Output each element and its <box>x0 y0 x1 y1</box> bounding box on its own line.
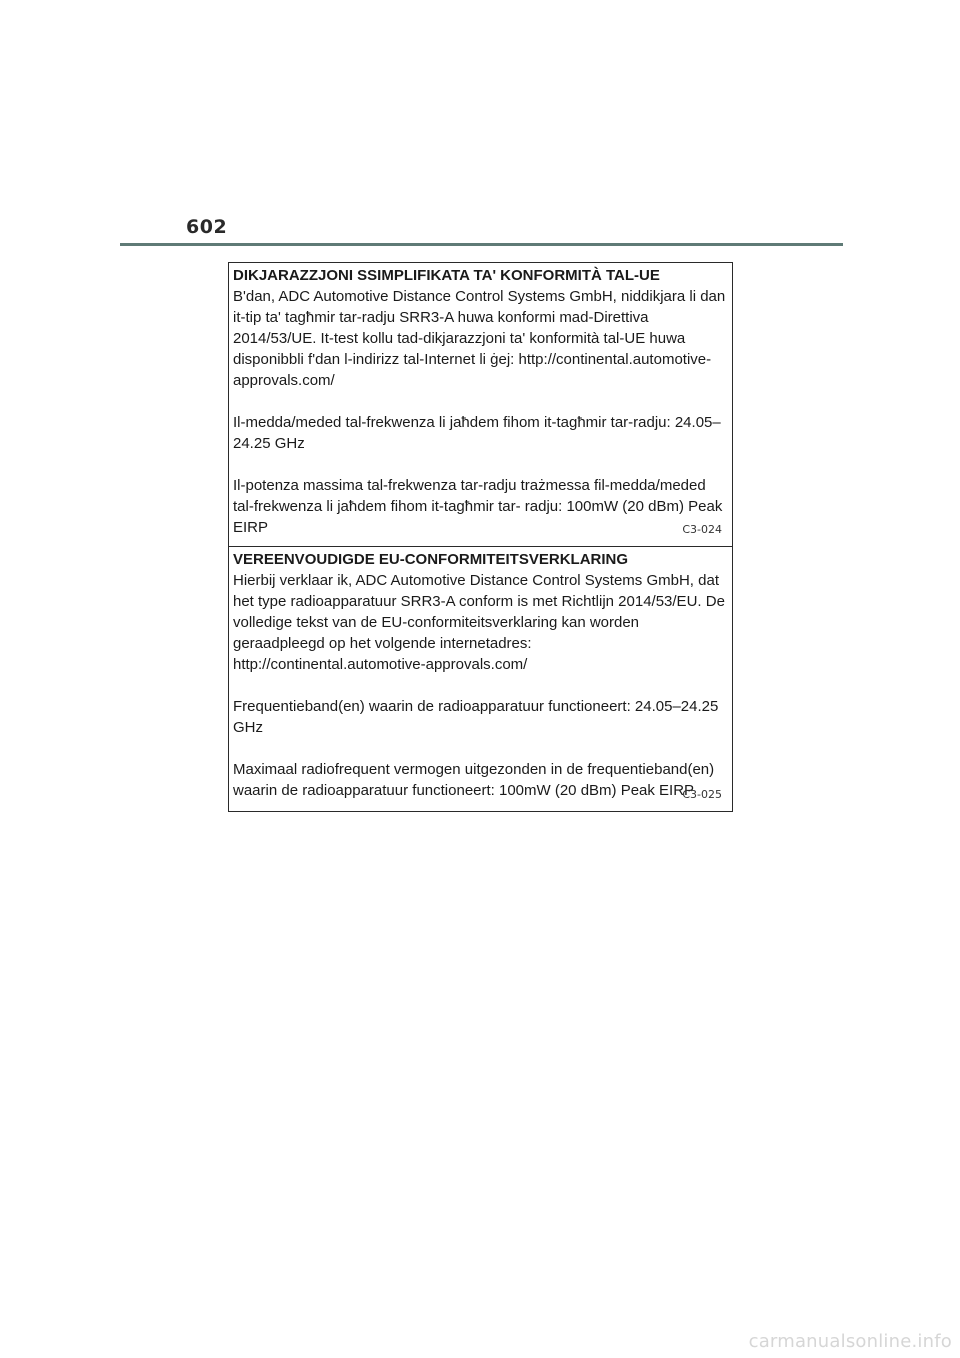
declaration-section-dutch <box>229 547 732 811</box>
section-title: DIKJARAZZJONI SSIMPLIFIKATA TA' KONFORMITÀ TAL-UE <box>233 267 660 284</box>
page-number: 602 <box>186 216 228 238</box>
declaration-section-maltese <box>229 263 732 547</box>
site-watermark: carmanualsonline.info <box>748 1331 952 1352</box>
figure-code: C3-025 <box>682 788 722 801</box>
section-paragraph: Frequentieband(en) waarin de radioapparatuur functioneert: 24.05–24.25 GHz <box>233 698 719 736</box>
conformity-declarations-box <box>228 262 733 812</box>
section-paragraph: B'dan, ADC Automotive Distance Control Systems GmbH, niddikjara li dan it-tip ta' tagħmir tar-radju SRR3-A huwa konformi mad-Direttiva 2014/53/UE. It-test kollu tad-dikjarazzjoni ta' konformità tal-UE huwa disponibbli f'dan l-indirizz tal-Internet li ġej: http://continental.automotive-approvals.com/ <box>233 288 726 389</box>
section-title: VEREENVOUDIGDE EU-CONFORMITEITSVERKLARING <box>233 551 629 568</box>
header-rule <box>120 243 843 246</box>
section-paragraph: Hierbij verklaar ik, ADC Automotive Distance Control Systems GmbH, dat het type radioapparatuur SRR3-A conform is met Richtlijn 2014/53/EU. De volledige tekst van de EU-conformiteitsverklaring kan worden geraadpleegd op het volgende internetadres: http://continental.automotive-approvals.com/ <box>233 572 725 673</box>
section-paragraph: Il-medda/meded tal-frekwenza li jaħdem fihom it-tagħmir tar-radju: 24.05–24.25 GHz <box>233 414 721 452</box>
section-paragraph: Il-potenza massima tal-frekwenza tar-radju trażmessa fil-medda/meded tal-frekwenza li jaħdem fihom it-tagħmir tar- radju: 100mW (20 dBm) Peak EIRP <box>233 477 723 536</box>
figure-code: C3-024 <box>682 523 722 536</box>
section-paragraph: Maximaal radiofrequent vermogen uitgezonden in de frequentieband(en) waarin de radioapparatuur functioneert: 100mW (20 dBm) Peak EIRP <box>233 761 715 799</box>
